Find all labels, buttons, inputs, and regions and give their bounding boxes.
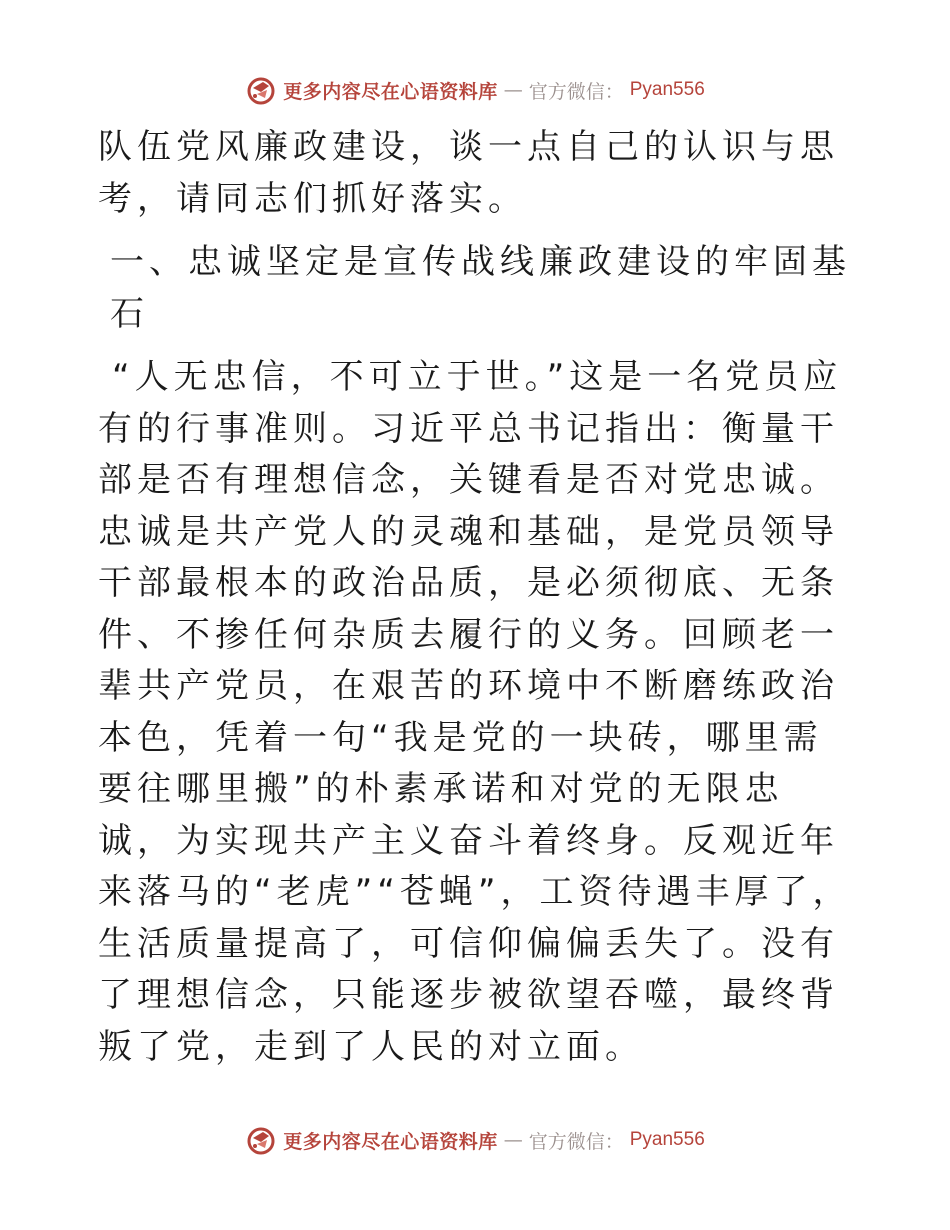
- watermark-sub-text: 官方微信：: [528, 1130, 624, 1153]
- header-watermark: [0, 70, 950, 110]
- footer-watermark: [0, 1120, 950, 1160]
- red-emblem-icon: [245, 1124, 277, 1156]
- intro-paragraph: 队伍党风廉政建设，谈一点自己的认识与思考，请同志们抓好落实。: [98, 127, 839, 219]
- section-heading: 一、忠诚坚定是宣传战线廉政建设的牢固基石: [110, 242, 851, 334]
- watermark-wechat-id: Pyan556: [629, 1129, 705, 1150]
- watermark-dash: —: [503, 1129, 523, 1151]
- watermark-sub-text: 官方微信：: [528, 80, 624, 103]
- watermark-wechat-id: Pyan556: [629, 79, 705, 100]
- red-emblem-icon: [245, 74, 277, 106]
- watermark-dash: —: [503, 79, 523, 101]
- watermark-main-text: 更多内容尽在心语资料库: [283, 1130, 498, 1153]
- watermark-main-text: 更多内容尽在心语资料库: [283, 80, 498, 103]
- document-body: [98, 122, 858, 1073]
- body-paragraph: “人无忠信，不可立于世。”这是一名党员应有的行事准则。习近平总书记指出：衡量干部是否有理想信念，关键看是否对党忠诚。忠诚是共产党人的灵魂和基础，是党员领导干部最根本的政治品质，是必须彻底、无条件、不掺任何杂质去履行的义务。回顾老一辈共产党员，在艰苦的环境中不断磨练政治本色，凭着一句“我是党的一块砖，哪里需要往哪里搬”的朴素承诺和对党的无限忠诚，为实现共产主义奋斗着终身。反观近年来落马的“老虎”“苍蝇”，工资待遇丰厚了，生活质量提高了，可信仰偏偏丢失了。没有了理想信念，只能逐步被欲望吞噬，最终背叛了党，走到了人民的对立面。: [98, 357, 852, 1067]
